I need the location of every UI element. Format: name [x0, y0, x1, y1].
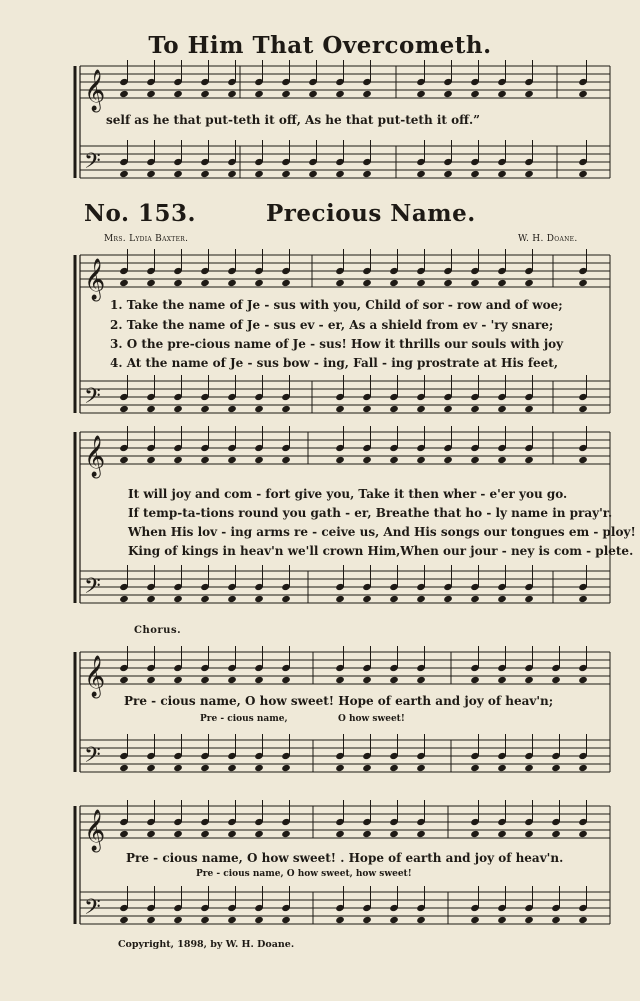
note-head [497, 916, 507, 924]
treble-clef: 𝄞 [84, 436, 106, 477]
note-head [254, 405, 264, 413]
chorus-lyric: Pre - cious name, O how sweet! . Hope of earth and joy of heav'n. [126, 851, 564, 865]
note-head [362, 170, 372, 178]
bass-clef: 𝄢 [84, 895, 101, 925]
note-head [173, 676, 183, 684]
composer-credit: W. H. Doane. [518, 234, 578, 244]
note-head [578, 595, 588, 603]
note-head [389, 916, 399, 924]
previous-hymn-lyric: self as he that put-teth it off, As he that put-teth it off.” [106, 113, 481, 127]
note-head [254, 916, 264, 924]
lyricist-credit: Mrs. Lydia Baxter. [104, 234, 189, 244]
note-head [443, 170, 453, 178]
note-head [335, 170, 345, 178]
note-head [173, 170, 183, 178]
note-head [362, 456, 372, 464]
note-head [281, 405, 291, 413]
note-head [524, 595, 534, 603]
note-head [470, 170, 480, 178]
chorus-bass-lyric: Pre - cious name, O how sweet, how sweet! [196, 869, 412, 879]
note-head [254, 595, 264, 603]
note-head [416, 456, 426, 464]
verse-line: 3. O the pre-cious name of Je - sus! How it thrills our souls with joy [110, 337, 564, 351]
note-head [470, 456, 480, 464]
note-head [254, 279, 264, 287]
note-head [497, 170, 507, 178]
note-head [146, 279, 156, 287]
note-head [227, 279, 237, 287]
note-head [443, 90, 453, 98]
note-head [119, 916, 129, 924]
note-head [362, 595, 372, 603]
note-head [335, 90, 345, 98]
note-head [524, 764, 534, 772]
note-head [227, 405, 237, 413]
note-head [497, 405, 507, 413]
verse-line: 1. Take the name of Je - sus with you, Child of sor - row and of woe; [110, 298, 563, 312]
note-head [146, 595, 156, 603]
note-head [119, 595, 129, 603]
note-head [173, 830, 183, 838]
note-head [146, 170, 156, 178]
note-head [281, 676, 291, 684]
note-head [389, 405, 399, 413]
note-head [389, 595, 399, 603]
bass-clef: 𝄢 [84, 384, 101, 414]
note-head [578, 830, 588, 838]
note-head [416, 279, 426, 287]
note-head [416, 764, 426, 772]
note-head [173, 916, 183, 924]
note-head [524, 916, 534, 924]
note-head [524, 405, 534, 413]
note-head [119, 456, 129, 464]
note-head [200, 830, 210, 838]
note-head [362, 90, 372, 98]
note-head [578, 916, 588, 924]
verse-line: If temp-ta-tions round you gath - er, Breathe that ho - ly name in pray'r. [128, 506, 613, 520]
note-head [578, 764, 588, 772]
treble-clef: 𝄞 [84, 259, 106, 300]
bass-clef: 𝄢 [84, 149, 101, 179]
note-head [470, 764, 480, 772]
note-head [146, 676, 156, 684]
note-head [551, 916, 561, 924]
note-head [443, 279, 453, 287]
note-head [119, 170, 129, 178]
note-head [416, 595, 426, 603]
note-head [227, 595, 237, 603]
note-head [119, 279, 129, 287]
note-head [551, 764, 561, 772]
note-head [119, 830, 129, 838]
note-head [146, 764, 156, 772]
note-head [578, 90, 588, 98]
note-head [470, 916, 480, 924]
note-head [200, 764, 210, 772]
note-head [335, 764, 345, 772]
note-head [497, 279, 507, 287]
note-head [281, 595, 291, 603]
note-head [227, 916, 237, 924]
note-head [227, 676, 237, 684]
note-head [335, 279, 345, 287]
note-head [389, 764, 399, 772]
note-head [416, 916, 426, 924]
treble-clef: 𝄞 [84, 656, 106, 697]
note-head [389, 279, 399, 287]
note-head [200, 916, 210, 924]
note-head [362, 916, 372, 924]
note-head [119, 676, 129, 684]
note-head [173, 456, 183, 464]
note-head [227, 764, 237, 772]
note-head [146, 405, 156, 413]
note-head [551, 830, 561, 838]
note-head [200, 595, 210, 603]
note-head [524, 90, 534, 98]
note-head [335, 916, 345, 924]
note-head [173, 595, 183, 603]
note-head [254, 830, 264, 838]
note-head [497, 764, 507, 772]
previous-hymn-title: To Him That Overcometh. [148, 32, 492, 59]
note-head [254, 90, 264, 98]
note-head [416, 676, 426, 684]
note-head [335, 830, 345, 838]
note-head [227, 170, 237, 178]
note-head [389, 456, 399, 464]
note-head [362, 279, 372, 287]
note-head [227, 830, 237, 838]
note-head [497, 456, 507, 464]
hymn-number: No. 153. [84, 200, 196, 227]
note-head [578, 405, 588, 413]
note-head [200, 170, 210, 178]
verse-line: 4. At the name of Je - sus bow - ing, Fall - ing prostrate at His feet, [110, 356, 559, 370]
note-head [146, 830, 156, 838]
hymn-title: Precious Name. [266, 200, 476, 227]
note-head [119, 405, 129, 413]
verse-line: 2. Take the name of Je - sus ev - er, As a shield from ev - 'ry snare; [110, 318, 554, 332]
note-head [416, 90, 426, 98]
treble-clef: 𝄞 [84, 810, 106, 851]
note-head [200, 279, 210, 287]
verse-line: King of kings in heav'n we'll crown Him,When our jour - ney is com - plete. [128, 544, 634, 558]
note-head [470, 279, 480, 287]
note-head [119, 90, 129, 98]
note-head [335, 676, 345, 684]
chorus-bass-lyric: O how sweet! [338, 714, 405, 724]
note-head [497, 676, 507, 684]
note-head [200, 90, 210, 98]
note-head [389, 830, 399, 838]
note-head [146, 916, 156, 924]
note-head [254, 456, 264, 464]
note-head [119, 764, 129, 772]
note-head [524, 830, 534, 838]
note-head [362, 830, 372, 838]
copyright-notice: Copyright, 1898, by W. H. Doane. [118, 939, 295, 950]
note-head [173, 279, 183, 287]
note-head [497, 830, 507, 838]
note-head [200, 456, 210, 464]
note-head [200, 405, 210, 413]
note-head [524, 676, 534, 684]
note-head [254, 764, 264, 772]
note-head [578, 170, 588, 178]
bass-clef: 𝄢 [84, 743, 101, 773]
note-head [146, 456, 156, 464]
note-head [497, 90, 507, 98]
note-head [173, 405, 183, 413]
note-head [443, 405, 453, 413]
note-head [227, 90, 237, 98]
note-head [173, 90, 183, 98]
note-head [578, 456, 588, 464]
note-head [362, 764, 372, 772]
note-head [362, 676, 372, 684]
note-head [470, 90, 480, 98]
note-head [281, 456, 291, 464]
bass-clef: 𝄢 [84, 574, 101, 604]
note-head [578, 676, 588, 684]
note-head [389, 676, 399, 684]
note-head [335, 405, 345, 413]
chorus-lyric: Pre - cious name, O how sweet! Hope of earth and joy of heav'n; [124, 694, 554, 708]
note-head [470, 405, 480, 413]
note-head [281, 90, 291, 98]
note-head [416, 830, 426, 838]
treble-clef: 𝄞 [84, 70, 106, 111]
note-head [254, 676, 264, 684]
note-head [281, 764, 291, 772]
note-head [335, 456, 345, 464]
note-head [146, 90, 156, 98]
note-head [173, 764, 183, 772]
note-head [281, 279, 291, 287]
note-head [416, 170, 426, 178]
note-head [335, 595, 345, 603]
verse-line: It will joy and com - fort give you, Take it then wher - e'er you go. [128, 487, 568, 501]
note-head [470, 676, 480, 684]
note-head [281, 170, 291, 178]
note-head [281, 916, 291, 924]
verse-line: When His lov - ing arms re - ceive us, And His songs our tongues em - ploy! [128, 525, 636, 539]
note-head [524, 170, 534, 178]
note-head [416, 405, 426, 413]
chorus-label: Chorus. [134, 625, 182, 636]
note-head [281, 830, 291, 838]
note-head [200, 676, 210, 684]
note-head [578, 279, 588, 287]
note-head [443, 456, 453, 464]
note-head [497, 595, 507, 603]
note-head [470, 830, 480, 838]
note-head [308, 170, 318, 178]
note-head [470, 595, 480, 603]
chorus-bass-lyric: Pre - cious name, [200, 714, 288, 724]
note-head [551, 676, 561, 684]
note-head [227, 456, 237, 464]
note-head [254, 170, 264, 178]
note-head [362, 405, 372, 413]
note-head [524, 279, 534, 287]
note-head [308, 90, 318, 98]
note-head [524, 456, 534, 464]
note-head [443, 595, 453, 603]
